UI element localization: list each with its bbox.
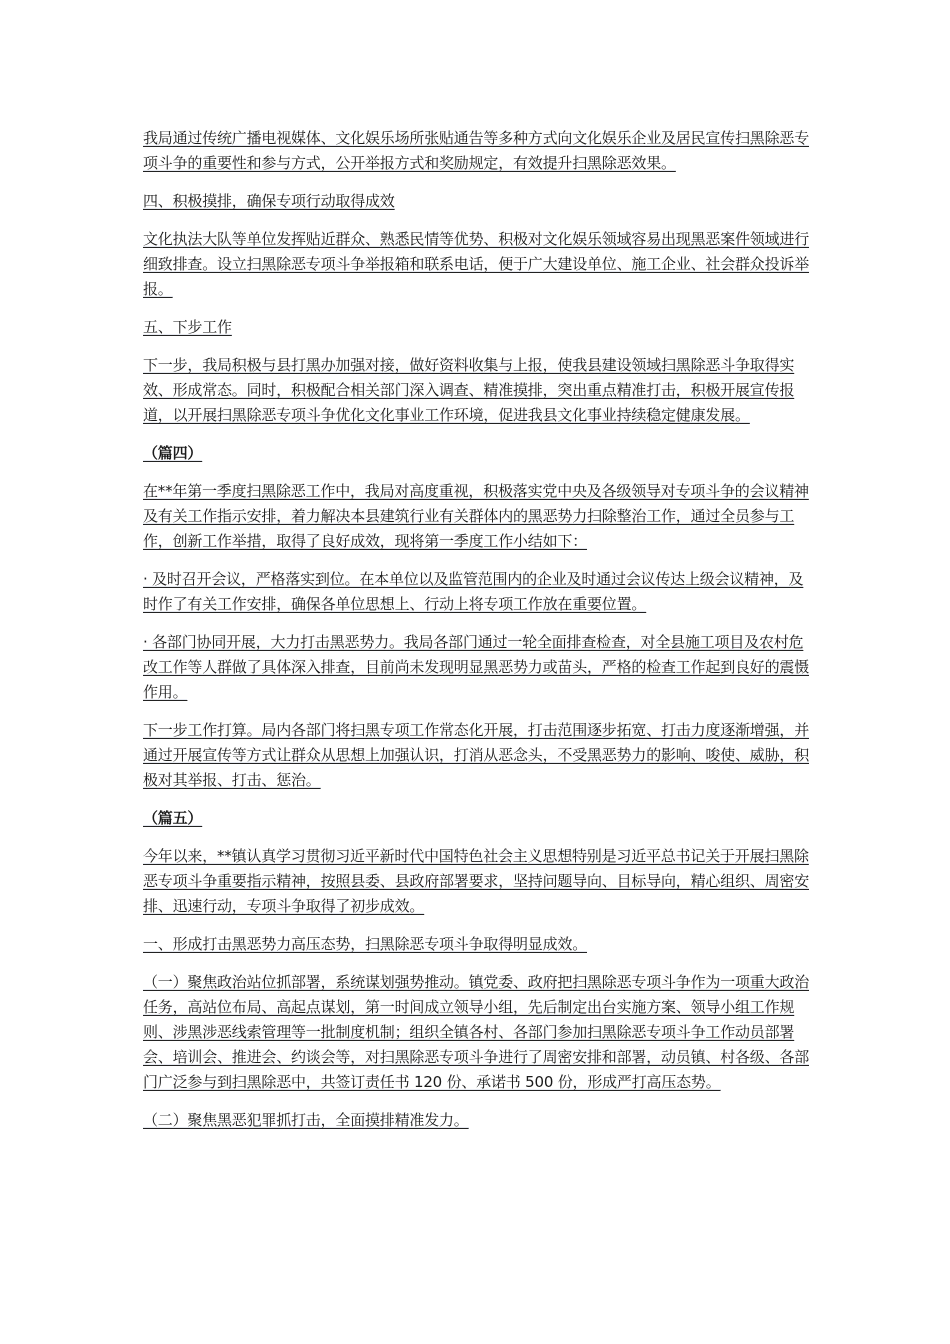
paragraph-plan: 下一步工作打算。局内各部门将扫黑专项工作常态化开展，打击范围逐步拓宽、打击力度逐渐增强，并通过开展宣传等方式让群众从思想上加强认识，打消从恶念头，不受黑恶势力的影响、唆使、威胁，积极对其举报、打击、惩治。 xyxy=(143,721,810,789)
section-heading-one: 一、形成打击黑恶势力高压态势，扫黑除恶专项斗争取得明显成效。 xyxy=(143,935,588,953)
chapter-heading-5: （篇五） xyxy=(143,809,203,827)
paragraph-deployment: （一）聚焦政治站位抓部署，系统谋划强势推动。镇党委、政府把扫黑除恶专项斗争作为一项重大政治任务，高站位布局、高起点谋划，第一时间成立领导小组，先后制定出台实施方案、领导小组工作规则、涉黑涉恶线索管理等一批制度机制；组织全镇各村、各部门参加扫黑除恶专项斗争工作动员部署会、培训会、推进会、约谈会等，对扫黑除恶专项斗争进行了周密安排和部署，动员镇、村各级、各部门广泛参与到扫黑除恶中，共签订责任书 120 份、承诺书 500 份，形成严打高压态势。 xyxy=(143,973,810,1091)
subheading-crackdown: （二）聚焦黑恶犯罪抓打击，全面摸排精准发力。 xyxy=(143,1111,469,1129)
paragraph-inspection: 文化执法大队等单位发挥贴近群众、熟悉民情等优势、积极对文化娱乐领域容易出现黑恶案件领域进行细致排查。设立扫黑除恶专项斗争举报箱和联系电话，便于广大建设单位、施工企业、社会群众投诉举报。 xyxy=(143,230,810,298)
bullet-departments: · 各部门协同开展，大力打击黑恶势力。我局各部门通过一轮全面排查检查，对全县施工项目及农村危改工作等人群做了具体深入排查，目前尚未发现明显黑恶势力或苗头，严格的检查工作起到良好的震慑作用。 xyxy=(143,633,810,701)
document-page xyxy=(143,126,815,1146)
section-heading-five: 五、下步工作 xyxy=(143,318,232,336)
paragraph-q1-summary: 在**年第一季度扫黑除恶工作中，我局对高度重视，积极落实党中央及各级领导对专项斗争的会议精神及有关工作指示安排，着力解决本县建筑行业有关群体内的黑恶势力扫除整治工作，通过全员参与工作，创新工作举措，取得了良好成效，现将第一季度工作小结如下： xyxy=(143,482,809,550)
section-heading-four: 四、积极摸排，确保专项行动取得成效 xyxy=(143,192,395,210)
paragraph-next-steps: 下一步，我局积极与县打黑办加强对接，做好资料收集与上报，使我县建设领域扫黑除恶斗争取得实效、形成常态。同时，积极配合相关部门深入调查、精准摸排，突出重点精准打击，积极开展宣传报道，以开展扫黑除恶专项斗争优化文化事业工作环境，促进我县文化事业持续稳定健康发展。 xyxy=(143,356,795,424)
paragraph-town-intro: 今年以来，**镇认真学习贯彻习近平新时代中国特色社会主义思想特别是习近平总书记关于开展扫黑除恶专项斗争重要指示精神，按照县委、县政府部署要求，坚持问题导向、目标导向，精心组织、周密安排、迅速行动，专项斗争取得了初步成效。 xyxy=(143,847,810,915)
paragraph-publicity: 我局通过传统广播电视媒体、文化娱乐场所张贴通告等多种方式向文化娱乐企业及居民宣传扫黑除恶专项斗争的重要性和参与方式，公开举报方式和奖励规定，有效提升扫黑除恶效果。 xyxy=(143,129,810,172)
bullet-meetings: · 及时召开会议，严格落实到位。在本单位以及监管范围内的企业及时通过会议传达上级会议精神，及时作了有关工作安排，确保各单位思想上、行动上将专项工作放在重要位置。 xyxy=(143,570,804,613)
chapter-heading-4: （篇四） xyxy=(143,444,203,462)
